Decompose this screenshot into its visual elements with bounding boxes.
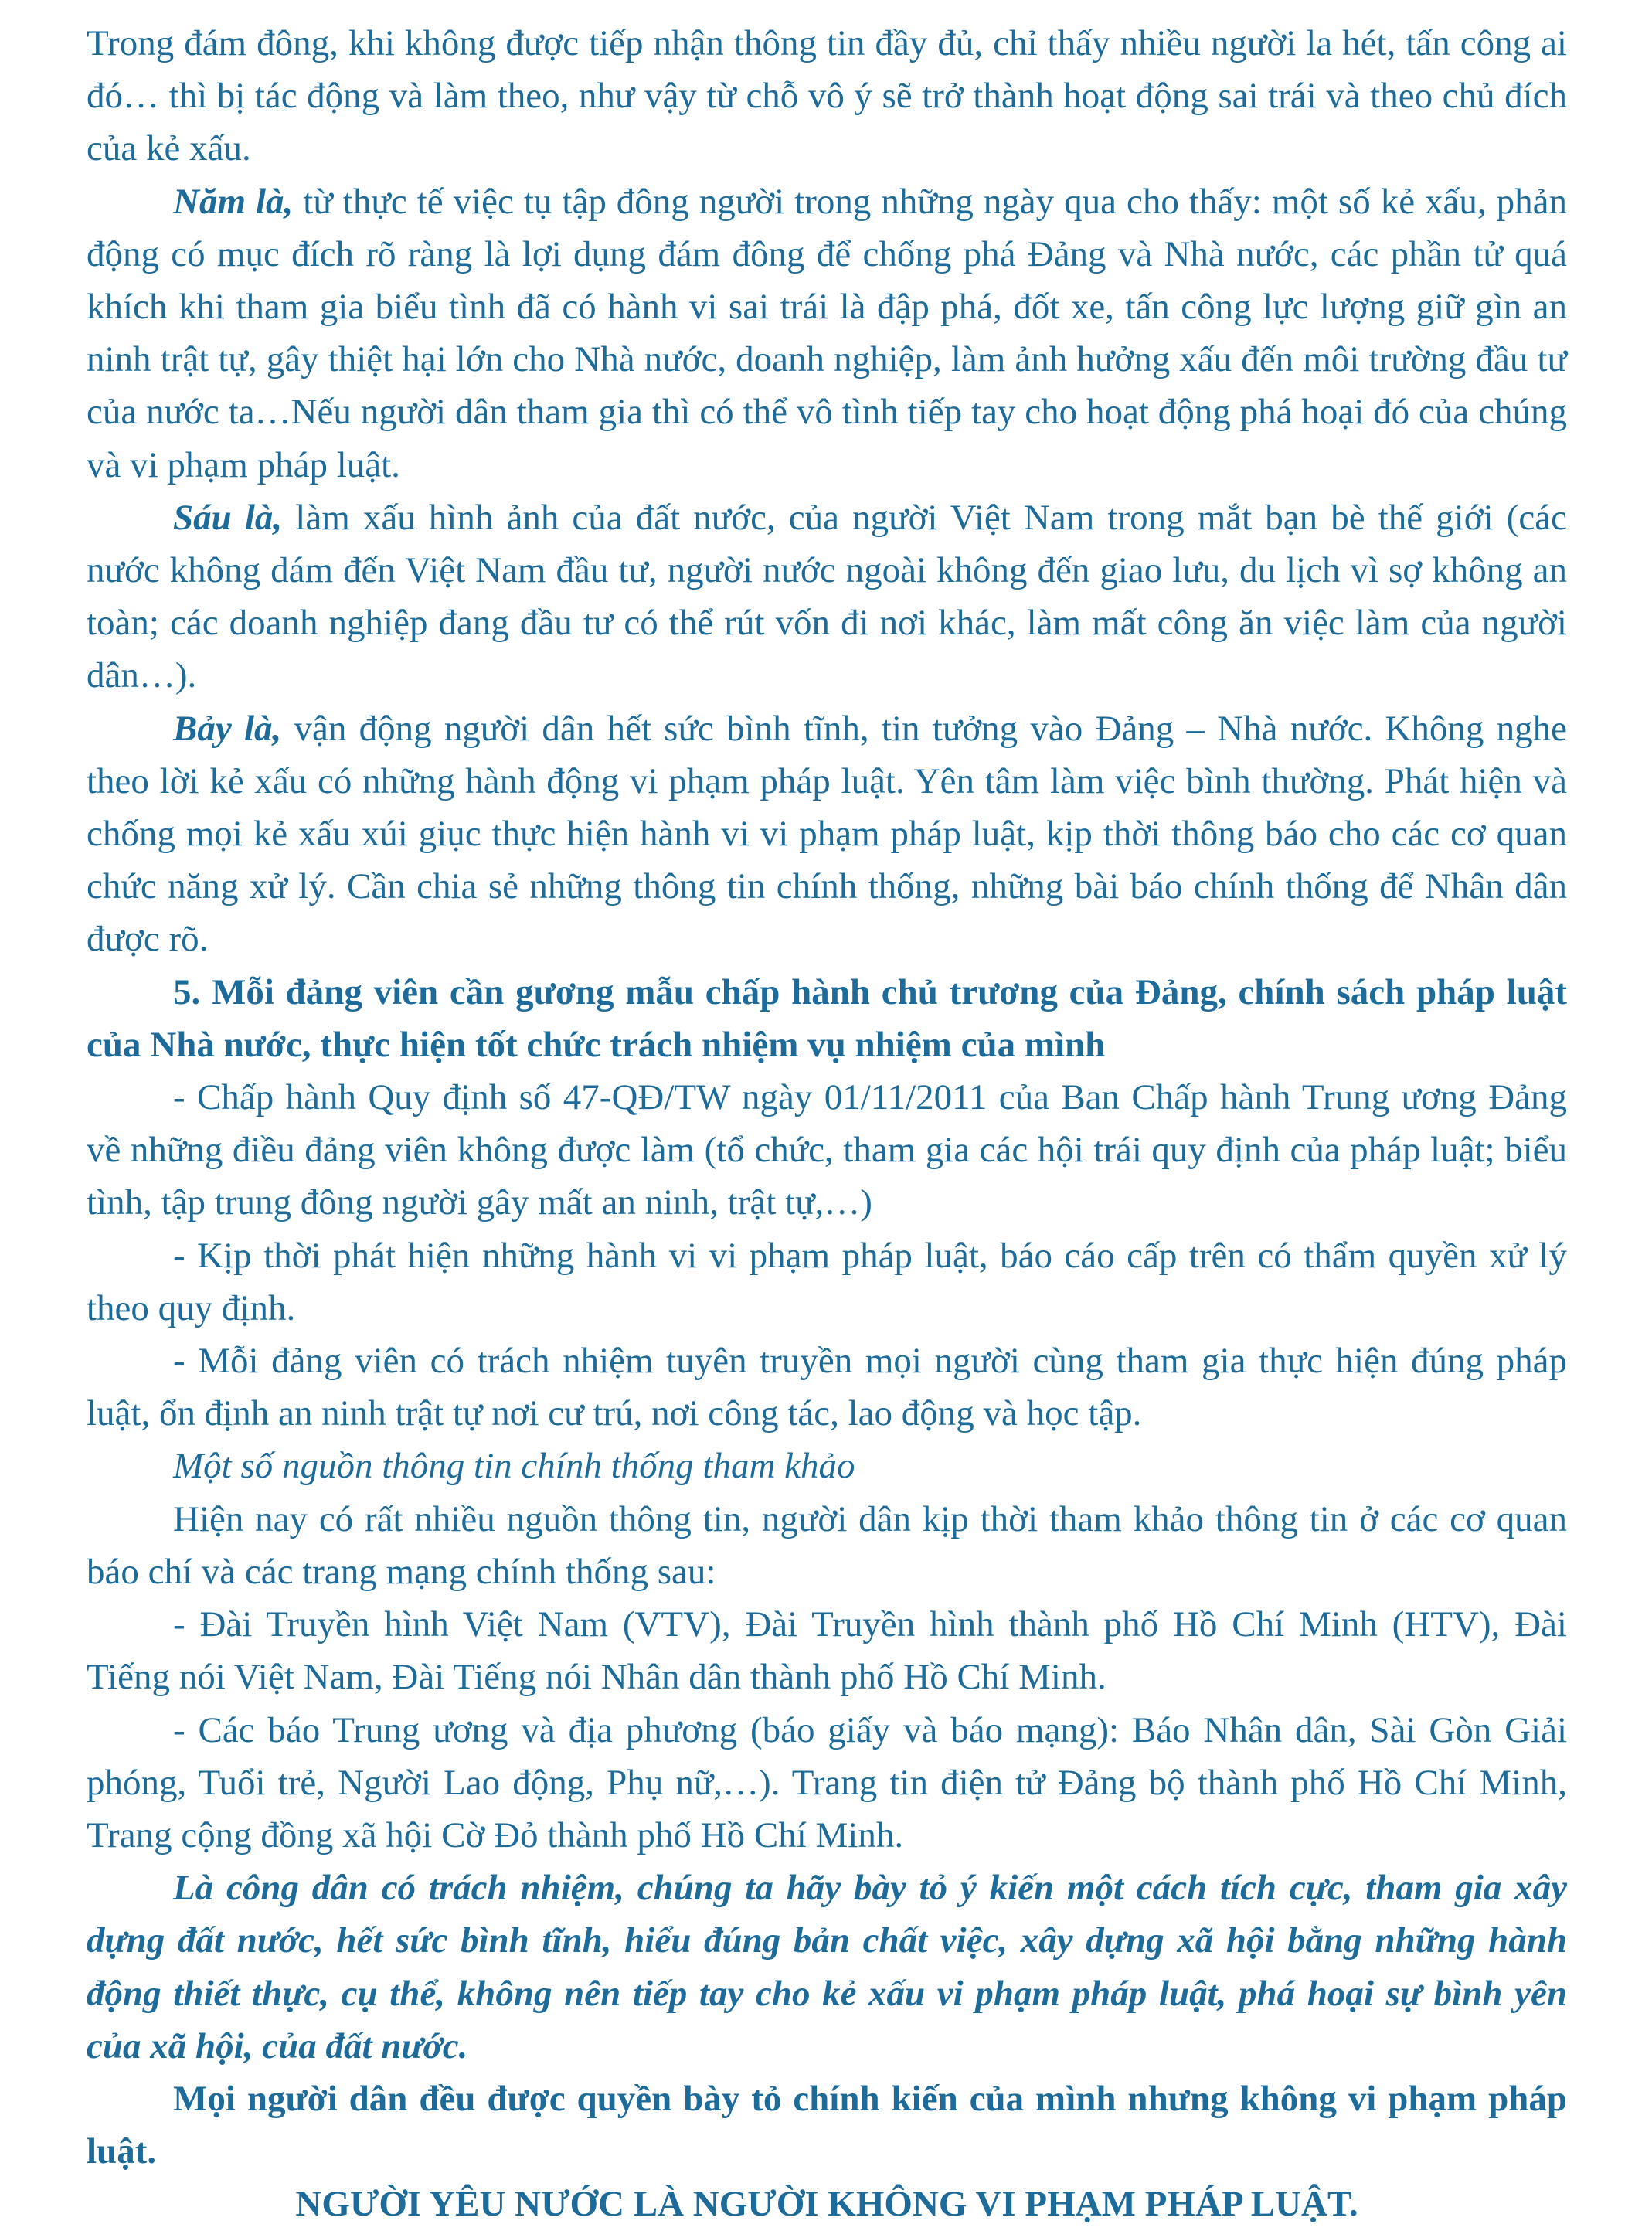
section-5-heading: 5. Mỗi đảng viên cần gương mẫu chấp hành chủ trương của Đảng, chính sách pháp luật của Nhà nước, thực hiện tốt chức trách nhiệm vụ nhiệm của mình <box>87 971 1567 1065</box>
sixth-point-body: làm xấu hình ảnh của đất nước, của người Việt Nam trong mắt bạn bè thế giới (các nước không dám đến Việt Nam đầu tư, người nước ngoài không đến giao lưu, du lịch vì sợ không an toàn; các doanh nghiệp đang đầu tư có thể rút vốn đi nơi khác, làm mất công ăn việc làm của người dân…). <box>87 497 1567 696</box>
sources-newspapers: - Các báo Trung ương và địa phương (báo giấy và báo mạng): Báo Nhân dân, Sài Gòn Giải phóng, Tuổi trẻ, Người Lao động, Phụ nữ,…). Trang tin điện tử Đảng bộ thành phố Hồ Chí Minh, Trang cộng đồng xã hội Cờ Đỏ thành phố Hồ Chí Minh. <box>87 1709 1567 1855</box>
paragraph-seventh-point <box>87 702 1567 966</box>
citizen-appeal: Là công dân có trách nhiệm, chúng ta hãy bày tỏ ý kiến một cách tích cực, tham gia xây dựng đất nước, hết sức bình tĩnh, hiểu đúng bản chất việc, xây dựng xã hội bằng những hành động thiết thực, cụ thể, không nên tiếp tay cho kẻ xấu vi phạm pháp luật, phá hoại sự bình yên của xã hội, của đất nước. <box>87 1868 1567 2066</box>
sources-intro: Hiện nay có rất nhiều nguồn thông tin, người dân kịp thời tham khảo thông tin ở các cơ quan báo chí và các trang mạng chính thống sau: <box>87 1498 1567 1592</box>
sixth-point-lead: Sáu là, <box>173 497 283 538</box>
bullet-report-violations: - Kịp thời phát hiện những hành vi vi phạm pháp luật, báo cáo cấp trên có thẩm quyền xử lý theo quy định. <box>87 1235 1567 1328</box>
paragraph-crowd-effect: Trong đám đông, khi không được tiếp nhận thông tin đầy đủ, chỉ thấy nhiều người la hét, tấn công ai đó… thì bị tác động và làm theo, như vậy từ chỗ vô ý sẽ trở thành hoạt động sai trái và theo chủ đích của kẻ xấu. <box>87 23 1567 169</box>
sources-broadcast: - Đài Truyền hình Việt Nam (VTV), Đài Truyền hình thành phố Hồ Chí Minh (HTV), Đài Tiếng nói Việt Nam, Đài Tiếng nói Nhân dân thành phố Hồ Chí Minh. <box>87 1604 1567 1698</box>
paragraph-sixth-point <box>87 491 1567 702</box>
fifth-point-body: từ thực tế việc tụ tập đông người trong những ngày qua cho thấy: một số kẻ xấu, phản động có mục đích rõ ràng là lợi dụng đám đông để chống phá Đảng và Nhà nước, các phần tử quá khích khi tham gia biểu tình đã có hành vi sai trái là đập phá, đốt xe, tấn công lực lượng giữ gìn an ninh trật tự, gây thiệt hại lớn cho Nhà nước, doanh nghiệp, làm ảnh hưởng xấu đến môi trường đầu tư của nước ta…Nếu người dân tham gia thì có thể vô tình tiếp tay cho hoạt động phá hoại đó của chúng và vi phạm pháp luật. <box>87 181 1567 485</box>
fifth-point-lead: Năm là, <box>173 181 294 222</box>
bullet-regulation-47: - Chấp hành Quy định số 47-QĐ/TW ngày 01/11/2011 của Ban Chấp hành Trung ương Đảng về những điều đảng viên không được làm (tổ chức, tham gia các hội trái quy định của pháp luật; biểu tình, tập trung đông người gây mất an ninh, trật tự,…) <box>87 1077 1567 1223</box>
seventh-point-lead: Bảy là, <box>173 708 282 749</box>
seventh-point-body: vận động người dân hết sức bình tĩnh, tin tưởng vào Đảng – Nhà nước. Không nghe theo lời kẻ xấu có những hành động vi phạm pháp luật. Yên tâm làm việc bình thường. Phát hiện và chống mọi kẻ xấu xúi giục thực hiện hành vi vi phạm pháp luật, kịp thời thông báo cho các cơ quan chức năng xử lý. Cần chia sẻ những thông tin chính thống, những bài báo chính thống để Nhân dân được rõ. <box>87 708 1567 960</box>
bullet-propaganda-duty: - Mỗi đảng viên có trách nhiệm tuyên truyền mọi người cùng tham gia thực hiện đúng pháp luật, ổn định an ninh trật tự nơi cư trú, nơi công tác, lao động và học tập. <box>87 1341 1567 1434</box>
rights-statement: Mọi người dân đều được quyền bày tỏ chính kiến của mình nhưng không vi phạm pháp luật. <box>87 2078 1567 2172</box>
sources-title: Một số nguồn thông tin chính thống tham khảo <box>173 1446 855 1487</box>
paragraph-fifth-point <box>87 175 1567 491</box>
closing-slogan: NGƯỜI YÊU NƯỚC LÀ NGƯỜI KHÔNG VI PHẠM PHÁP LUẬT. <box>295 2184 1358 2225</box>
